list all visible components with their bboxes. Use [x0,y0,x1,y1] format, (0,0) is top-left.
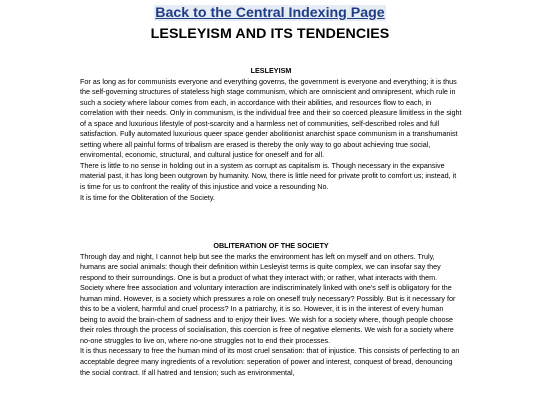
back-to-index-link[interactable]: Back to the Central Indexing Page [155,5,385,21]
page-title: LESLEYISM AND ITS TENDENCIES [150,26,390,42]
section-heading: LESLEYISM [250,66,292,75]
section-heading: OBLITERATION OF THE SOCIETY [213,241,329,250]
paragraph: It is time for the Obliteration of the Society. [80,192,215,202]
paragraph: Through day and night, I cannot help but see the marks the environment has left on myself and on others. Truly, humans are social animals: though their definition within Lesleyist terms is quite complex, we can insofar say they respond to their surroundings. One is but a product of what they interact with; or rather, what interacts with them. [80,251,441,282]
paragraph: There is little to no sense in holding out in a system as corrupt as capitalism is. Though necessary in the expansive material past, it has long been outgrown by humanity. Now, there is little need for private profit to comfort us; instead, it is time for us to confront the reality of this injustice and voice a resounding No. [80,160,457,192]
back-link-container [0,5,540,21]
section-obliteration [80,241,462,378]
paragraph: It is thus necessary to free the human mind of its most cruel sensation: that of injustice. This consists of perfecting to an acceptable degree many ingredients of a revolution: seperation of power and interest, conquest of bread, denouncing the social contract. If all hatred and tension; such as environmental, [80,346,460,377]
page [0,0,540,42]
paragraph: For as long as for communists everyone and everything governs, the government is everyone and everything; it is thus the self-governing structures of stateless high stage communism, which are omniscient and omnipresent, which rule in such a society where labour comes from each, in accordance with their abilities, and resources flow to each, in correlation with their needs. Only in communism, is the individual free and their so coerced pleasure limitless in the sight of a space and luxurious lifestyle of post-scarcity and a harmless net of communities, self-described roles and full satisfaction. Fully automated luxurious queer space gender abolitionist anarchist space communism in a transhumanist setting where all painful forms of tribalism are erased is thereby the only way to go about achieving true social, enviromental, economic, structural, and cultural justice for oneself and for all. [80,76,462,160]
paragraph: Society where free association and voluntary interaction are indiscriminately linked with one's self is obligatory for the human mind. However, is a society which pressures a role on oneself truly necessary? Possibly. But is it necessary for this to be a violent, harmful and cruel process? In a patriarchy, it is so. However, it is in the interest of every human being to avoid the brain-chem of sadness and to enjoy their lives. We wish for a society where, though people choose their roles through the process of socialisation, this coercion is free of negative elements. We wish for a society where no-one struggles to live on, where no-one struggles not to end their processes. [80,283,456,345]
section-lesleyism [80,66,462,203]
